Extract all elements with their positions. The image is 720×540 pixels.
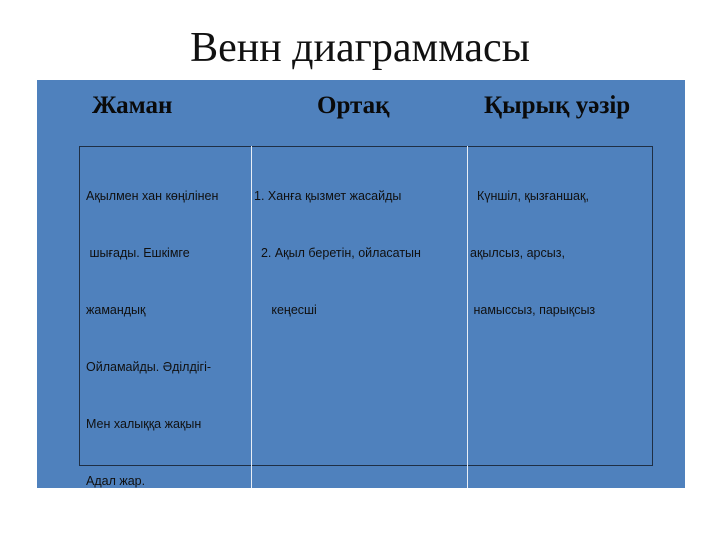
slide-title: Венн диаграммасы bbox=[190, 25, 530, 71]
header-bad: Жаман bbox=[92, 92, 173, 119]
cell-minister-line: намыссыз, парықсыз bbox=[470, 303, 596, 317]
diagram-panel bbox=[37, 80, 685, 488]
cell-common-line: 1. Ханға қызмет жасайды bbox=[254, 189, 402, 203]
cell-common-line: кеңесші bbox=[254, 303, 317, 317]
column-divider-1 bbox=[251, 146, 252, 488]
cell-bad-line: шығады. Ешкімге bbox=[86, 246, 190, 260]
cell-bad-line: Адал жар. bbox=[86, 474, 146, 488]
cell-bad-line: Мен халыққа жақын bbox=[86, 417, 202, 431]
table-top-border bbox=[79, 146, 653, 147]
cell-bad-line: Ақылмен хан көңілінен bbox=[86, 189, 219, 203]
header-common: Ортақ bbox=[317, 92, 390, 119]
table-left-border bbox=[79, 146, 80, 466]
cell-bad-line: Ойламайды. Әділдігі- bbox=[86, 360, 212, 374]
cell-bad-line: жамандық bbox=[86, 303, 146, 317]
header-minister: Қырық уәзір bbox=[484, 92, 631, 119]
cell-common-text bbox=[254, 149, 421, 358]
cell-bad-text bbox=[86, 149, 218, 529]
cell-minister-line: Күншіл, қызғаншақ, bbox=[470, 189, 589, 203]
column-divider-2 bbox=[467, 146, 468, 488]
cell-minister-text bbox=[470, 149, 595, 358]
cell-common-line: 2. Ақыл беретін, ойласатын bbox=[254, 246, 421, 260]
cell-minister-line: ақылсыз, арсыз, bbox=[470, 246, 565, 260]
table-right-border bbox=[652, 146, 653, 466]
